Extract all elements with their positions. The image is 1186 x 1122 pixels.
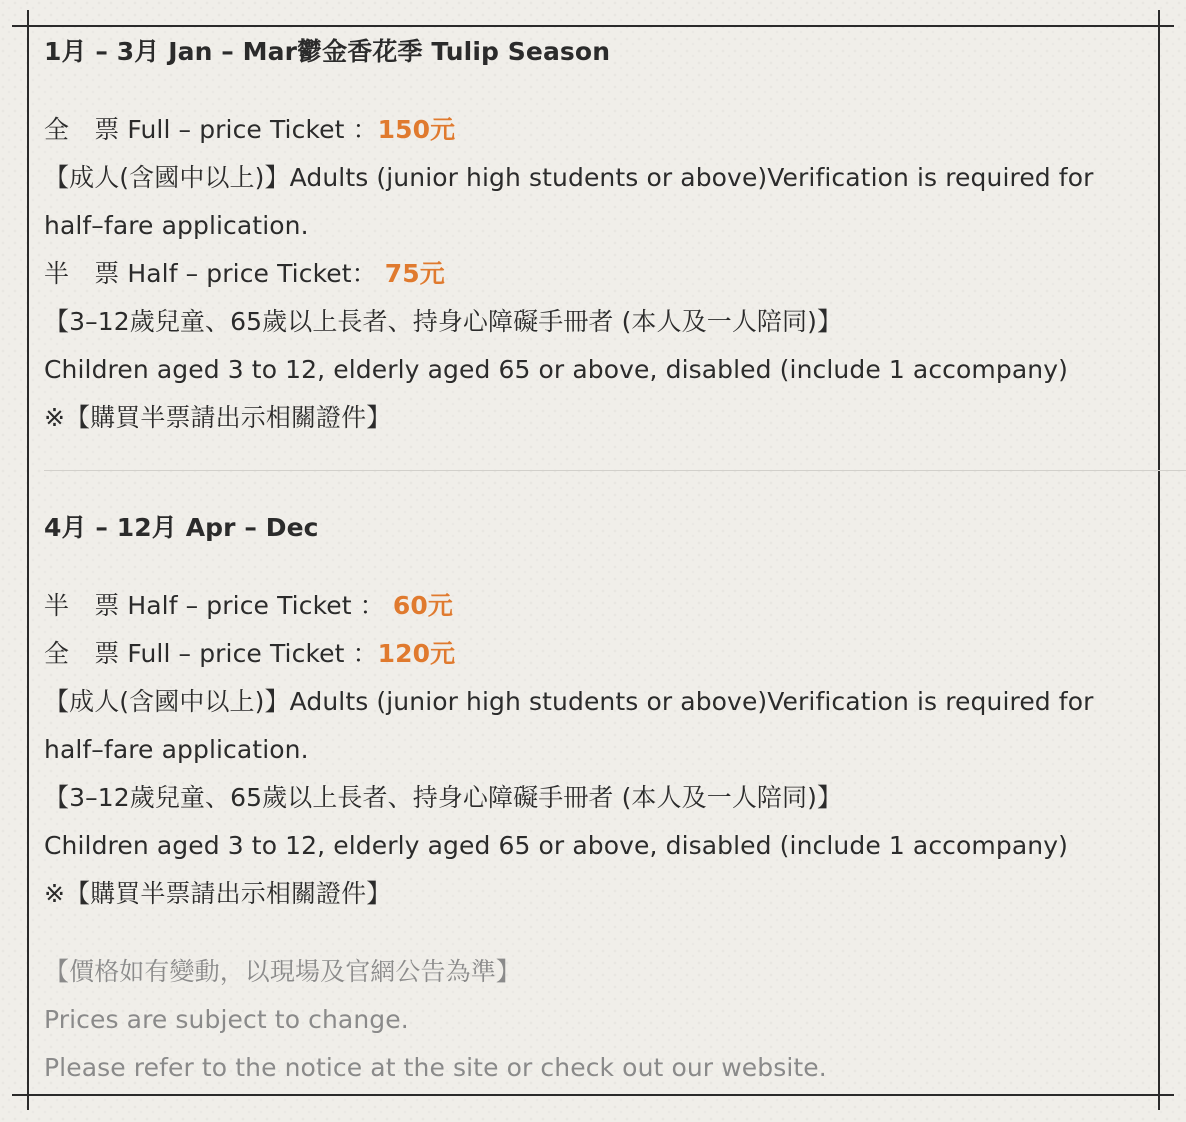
section1-half-price: 75元 — [384, 259, 445, 288]
price-change-notice-zh: 【價格如有變動，以現場及官網公告為準】 — [44, 957, 521, 986]
section1-heading: 1月 – 3月 Jan – Mar鬱金香花季 Tulip Season — [44, 37, 611, 66]
section-divider — [44, 470, 1186, 471]
section2-adult-desc-1: 【成人(含國中以上)】Adults (junior high students or above)Verification is required for — [44, 687, 1094, 716]
section2-child-desc-zh: 【3–12歲兒童、65歲以上長者、持身心障礙手冊者 (本人及一人陪同)】 — [44, 783, 843, 812]
frame-right-line — [1158, 10, 1160, 1110]
section1-half-label: 半 票 Half – price Ticket： — [44, 259, 385, 288]
frame-bottom-line — [12, 1094, 1174, 1096]
section2-half-price-row — [44, 590, 453, 622]
section2-full-price-row — [44, 638, 455, 670]
section2-proof-note: ※【購買半票請出示相關證件】 — [44, 879, 392, 908]
section1-full-label: 全 票 Full – price Ticket ： — [44, 115, 378, 144]
section1-child-desc-zh: 【3–12歲兒童、65歲以上長者、持身心障礙手冊者 (本人及一人陪同)】 — [44, 307, 843, 336]
price-change-notice-en-1: Prices are subject to change. — [44, 1005, 409, 1034]
section1-full-price-row — [44, 114, 455, 146]
section2-full-label: 全 票 Full – price Ticket ： — [44, 639, 378, 668]
section1-half-price-row — [44, 258, 445, 290]
section1-full-price: 150元 — [377, 115, 456, 144]
section2-adult-desc-2: half–fare application. — [44, 735, 309, 764]
frame-left-line — [27, 10, 29, 1110]
section1-adult-desc-1: 【成人(含國中以上)】Adults (junior high students or above)Verification is required for — [44, 163, 1094, 192]
price-change-notice-en-2: Please refer to the notice at the site or check out our website. — [44, 1053, 827, 1082]
section1-child-desc-en: Children aged 3 to 12, elderly aged 65 or above, disabled (include 1 accompany) — [44, 355, 1068, 384]
section2-heading: 4月 – 12月 Apr – Dec — [44, 513, 319, 542]
section2-half-label: 半 票 Half – price Ticket ： — [44, 591, 393, 620]
frame-top-line — [12, 25, 1174, 27]
section2-full-price: 120元 — [377, 639, 456, 668]
section2-half-price: 60元 — [392, 591, 453, 620]
section1-proof-note: ※【購買半票請出示相關證件】 — [44, 403, 392, 432]
section2-child-desc-en: Children aged 3 to 12, elderly aged 65 or above, disabled (include 1 accompany) — [44, 831, 1068, 860]
section1-adult-desc-2: half–fare application. — [44, 211, 309, 240]
